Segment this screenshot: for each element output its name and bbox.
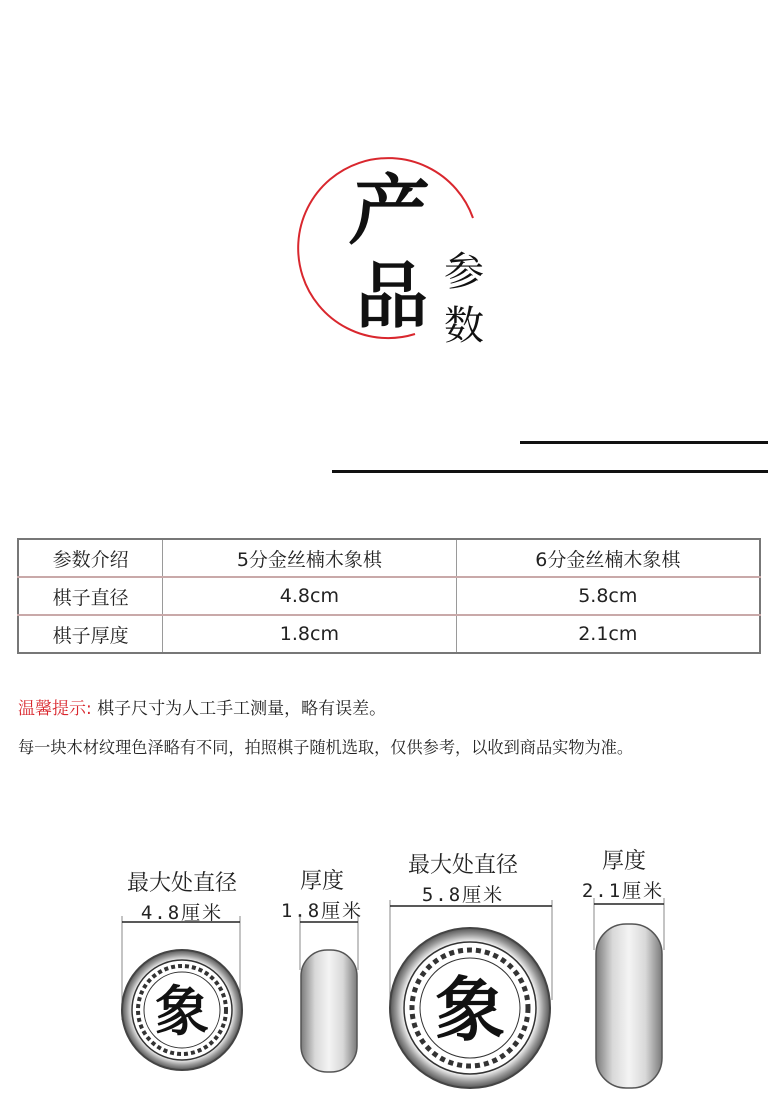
table-header-cell: 6分金丝楠木象棋 bbox=[456, 539, 760, 577]
table-row bbox=[18, 615, 760, 653]
small-diameter-value: 4.8厘米 bbox=[140, 902, 224, 924]
large-diameter-label: 最大处直径 bbox=[407, 853, 518, 878]
large-diameter-value: 5.8厘米 bbox=[421, 884, 505, 906]
table-row bbox=[18, 577, 760, 615]
size-diagram bbox=[0, 820, 780, 1096]
parameter-table bbox=[17, 538, 761, 654]
small-thickness-value: 1.8厘米 bbox=[280, 900, 364, 922]
table-cell: 1.8cm bbox=[163, 615, 456, 653]
small-piece-side-view bbox=[301, 950, 357, 1072]
large-piece-char: 象 bbox=[435, 968, 505, 1051]
table-cell: 棋子厚度 bbox=[18, 615, 163, 653]
large-thickness-label: 厚度 bbox=[601, 849, 646, 874]
divider-line-bottom bbox=[332, 470, 768, 473]
diagram-graphics bbox=[0, 820, 780, 1096]
small-thickness-label: 厚度 bbox=[299, 869, 344, 894]
table-cell: 2.1cm bbox=[456, 615, 760, 653]
large-piece-top-view bbox=[390, 928, 550, 1088]
table-header-cell: 参数介绍 bbox=[18, 539, 163, 577]
notice-text: 棋子尺寸为人工手工测量，略有误差。 bbox=[97, 699, 387, 719]
notice-label: 温馨提示: bbox=[18, 699, 92, 719]
table-cell: 4.8cm bbox=[163, 577, 456, 615]
table-header-row bbox=[18, 539, 760, 577]
small-diameter-label: 最大处直径 bbox=[126, 871, 237, 896]
table-header-cell: 5分金丝楠木象棋 bbox=[163, 539, 456, 577]
subtitle-char-1: 参 bbox=[444, 249, 484, 295]
small-piece-top-view bbox=[122, 950, 242, 1070]
subtitle-char-2: 数 bbox=[444, 303, 484, 349]
small-piece-char: 象 bbox=[155, 979, 209, 1043]
divider-line-top bbox=[520, 441, 768, 444]
table-cell: 5.8cm bbox=[456, 577, 760, 615]
notice-line-1 bbox=[18, 694, 386, 719]
header-section bbox=[0, 0, 780, 360]
large-thickness-value: 2.1厘米 bbox=[581, 880, 665, 902]
large-piece-side-view bbox=[596, 924, 662, 1088]
title-char-1: 产 bbox=[346, 166, 433, 255]
title-char-2: 品 bbox=[356, 253, 429, 338]
table-cell: 棋子直径 bbox=[18, 577, 163, 615]
notice-line-2: 每一块木材纹理色泽略有不同，拍照棋子随机选取，仅供参考，以收到商品实物为准。 bbox=[18, 738, 634, 757]
